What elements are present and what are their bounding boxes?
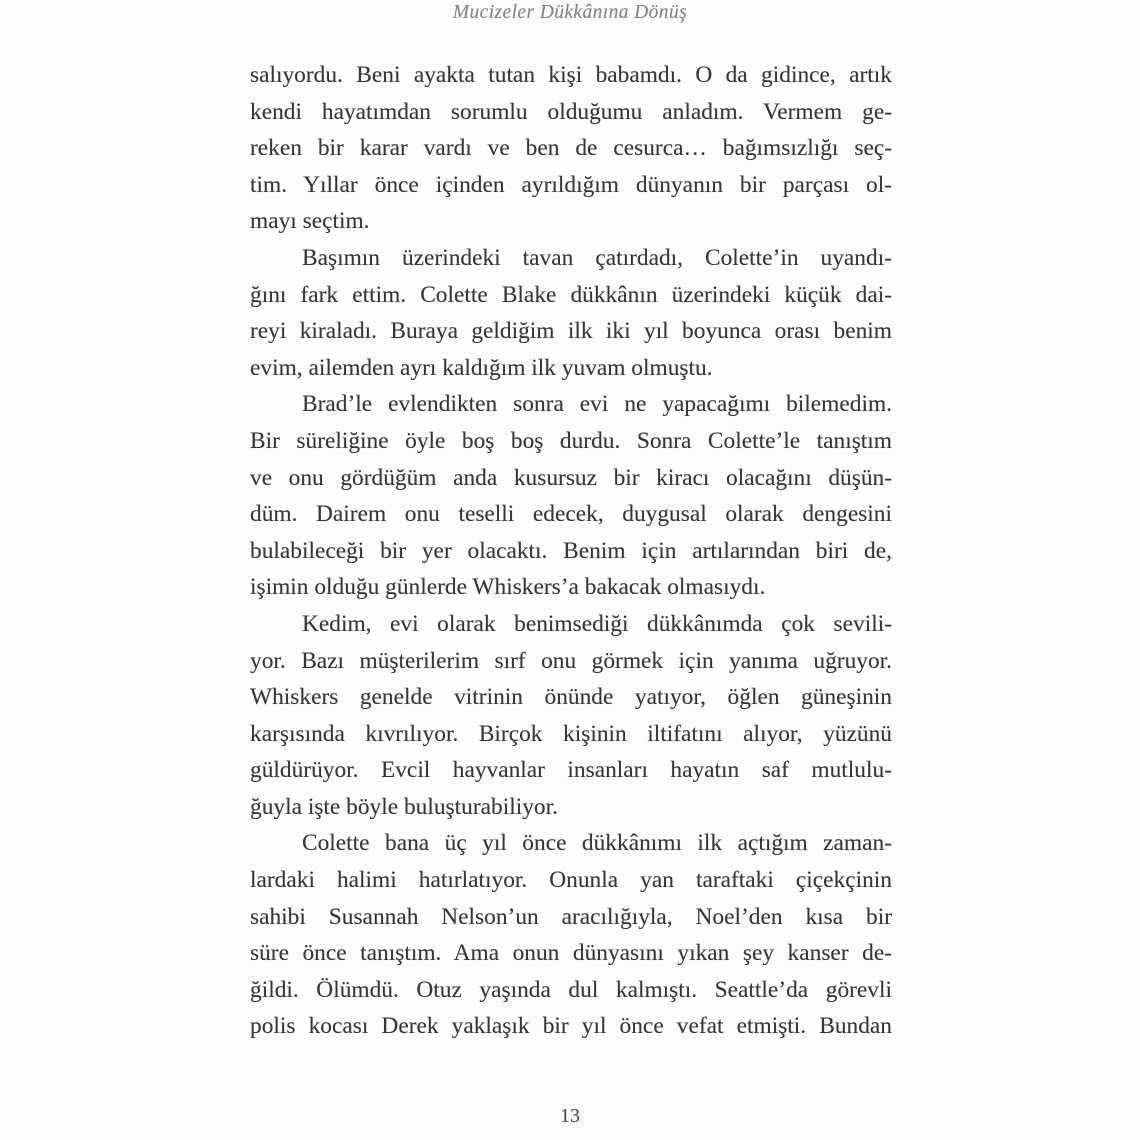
text-line: reken bir karar vardı ve ben de cesurca… bağımsızlığı seç-: [250, 135, 892, 162]
text-block: [250, 57, 892, 1045]
paragraph: [250, 57, 892, 240]
running-header: Mucizeler Dükkânına Dönüş: [452, 2, 688, 23]
text-line: mayı seçtim.: [250, 208, 370, 235]
paragraph: [250, 606, 892, 826]
text-line: yor. Bazı müşterilerim sırf onu görmek için yanıma uğruyor.: [250, 647, 892, 674]
text-line: Brad’le evlendikten sonra evi ne yapacağımı bilemedim.: [302, 391, 892, 418]
text-line: evim, ailemden ayrı kaldığım ilk yuvam olmuştu.: [250, 354, 713, 381]
text-line: ğını fark ettim. Colette Blake dükkânın üzerindeki küçük dai-: [250, 281, 892, 308]
text-line: Bir süreliğine öyle boş boş durdu. Sonra Colette’le tanıştım: [250, 427, 892, 454]
text-line: polis kocası Derek yaklaşık bir yıl önce vefat etmişti. Bundan: [250, 1013, 892, 1040]
text-line: kendi hayatımdan sorumlu olduğumu anladım. Vermem ge-: [250, 98, 892, 125]
text-line: tim. Yıllar önce içinden ayrıldığım dünyanın bir parçası ol-: [250, 171, 892, 198]
text-line: lardaki halimi hatırlatıyor. Onunla yan taraftaki çiçekçinin: [250, 867, 892, 894]
text-line: Colette bana üç yıl önce dükkânımı ilk açtığım zaman-: [302, 830, 892, 857]
text-line: düm. Dairem onu teselli edecek, duygusal olarak dengesini: [250, 501, 892, 528]
page-number: 13: [560, 1105, 580, 1127]
text-line: işimin olduğu günlerde Whiskers’a bakacak olmasıydı.: [250, 574, 766, 601]
text-line: ğuyla işte böyle buluşturabiliyor.: [250, 793, 558, 820]
text-line: salıyordu. Beni ayakta tutan kişi babamdı. O da gidince, artık: [250, 62, 892, 88]
text-line: reyi kiraladı. Buraya geldiğim ilk iki yıl boyunca orası benim: [250, 318, 892, 345]
text-line: bulabileceği bir yer olacaktı. Benim için artılarından biri de,: [250, 537, 892, 564]
text-line: karşısında kıvrılıyor. Birçok kişinin iltifatını alıyor, yüzünü: [250, 720, 892, 747]
text-line: ğildi. Ölümdü. Otuz yaşında dul kalmıştı. Seattle’da görevli: [250, 976, 892, 1003]
paragraph: [250, 240, 892, 386]
text-line: sahibi Susannah Nelson’un aracılığıyla, Noel’den kısa bir: [250, 903, 892, 930]
text-line: Whiskers genelde vitrinin önünde yatıyor, öğlen güneşinin: [250, 684, 892, 711]
text-line: güldürüyor. Evcil hayvanlar insanları hayatın saf mutlulu-: [250, 757, 892, 784]
text-line: Başımın üzerindeki tavan çatırdadı, Colette’in uyandı-: [302, 244, 892, 271]
text-line: ve onu gördüğüm anda kusursuz bir kiracı olacağını düşün-: [250, 464, 892, 491]
text-line: süre önce tanıştım. Ama onun dünyasını yıkan şey kanser de-: [250, 940, 892, 967]
paragraph: [250, 386, 892, 606]
text-line: Kedim, evi olarak benimsediği dükkânımda çok sevili-: [302, 610, 892, 637]
paragraph: [250, 825, 892, 1045]
